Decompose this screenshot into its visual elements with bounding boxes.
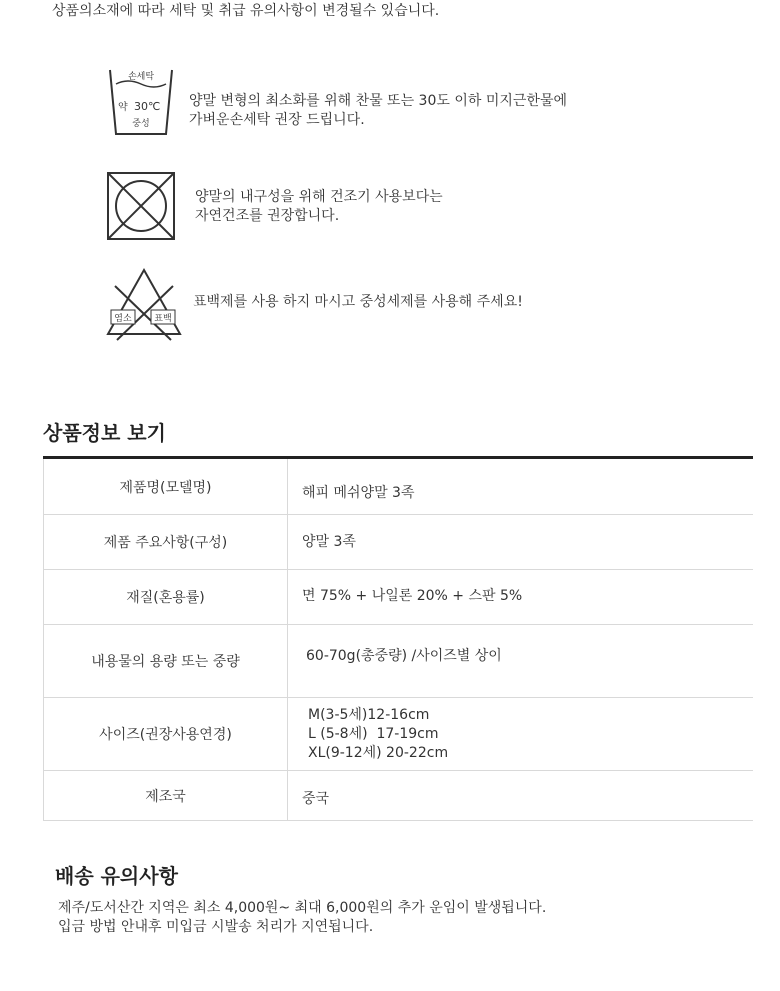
- row-value-line: 60-70g(총중량) /사이즈별 상이: [306, 648, 502, 664]
- row-value: [288, 698, 754, 771]
- row-value: [288, 625, 754, 698]
- row-value: [288, 515, 754, 570]
- wash-instruction-line: 양말 변형의 최소화를 위해 찬물 또는 30도 이하 미지근한물에: [189, 93, 567, 109]
- no-bleach-icon: [105, 266, 183, 342]
- wash-instruction-line: 가벼운손세탁 권장 드립니다.: [189, 112, 365, 128]
- row-label: 제조국: [44, 771, 288, 821]
- wash-icon-top-label: 손세탁: [127, 72, 155, 82]
- table-row: [44, 570, 754, 625]
- table-row: [44, 625, 754, 698]
- hand-wash-30c-icon: [108, 66, 174, 138]
- wash-icon-temp: 30℃: [134, 100, 161, 113]
- table-row: [44, 458, 754, 515]
- bleach-icon-right-label: 표백: [154, 314, 172, 324]
- row-value-line: M(3-5세)12-16cm: [308, 707, 430, 723]
- row-label: 내용물의 용량 또는 중량: [44, 625, 288, 698]
- bleach-instruction: [193, 293, 523, 312]
- row-value: [288, 570, 754, 625]
- care-notice: 상품의소재에 따라 세탁 및 취급 유의사항이 변경될수 있습니다.: [52, 3, 440, 19]
- shipping-note-line: 제주/도서산간 지역은 최소 4,000원~ 최대 6,000원의 추가 운임이 발생됩니다.: [58, 900, 547, 916]
- row-label: 제품명(모델명): [44, 458, 288, 515]
- row-value: [288, 458, 754, 515]
- table-row: [44, 515, 754, 570]
- wash-instruction: [189, 92, 567, 130]
- dry-instruction-line: 자연건조를 권장합니다.: [195, 208, 340, 224]
- bleach-instruction-line: 표백제를 사용 하지 마시고 중성세제를 사용해 주세요!: [193, 294, 523, 310]
- shipping-notes: [58, 899, 546, 937]
- row-value: [288, 771, 754, 821]
- product-info-title: 상품정보 보기: [43, 421, 166, 445]
- product-info-table: [43, 456, 753, 821]
- no-tumble-dry-icon: [105, 170, 177, 242]
- shipping-note-line: 입금 방법 안내후 미입금 시발송 처리가 지연됩니다.: [58, 919, 374, 935]
- wash-icon-bottom-label: 중성: [132, 119, 150, 129]
- table-row: [44, 698, 754, 771]
- row-value-line: 양말 3족: [302, 534, 356, 550]
- row-label: 제품 주요사항(구성): [44, 515, 288, 570]
- row-value-line: 중국: [302, 791, 330, 807]
- row-value-line: L (5-8세) 17-19cm: [308, 726, 439, 742]
- bleach-icon-left-label: 염소: [114, 314, 132, 324]
- row-label: 사이즈(권장사용연경): [44, 698, 288, 771]
- table-row: [44, 771, 754, 821]
- wash-icon-temp-prefix: 약: [118, 102, 128, 113]
- row-value-line: XL(9-12세) 20-22cm: [308, 745, 449, 761]
- row-value-line: 해피 메쉬양말 3족: [302, 485, 415, 501]
- row-value-line: 면 75% + 나일론 20% + 스판 5%: [302, 588, 523, 604]
- shipping-title: 배송 유의사항: [55, 864, 178, 888]
- dry-instruction-line: 양말의 내구성을 위해 건조기 사용보다는: [195, 189, 443, 205]
- row-label: 재질(혼용률): [44, 570, 288, 625]
- dry-instruction: [195, 188, 443, 226]
